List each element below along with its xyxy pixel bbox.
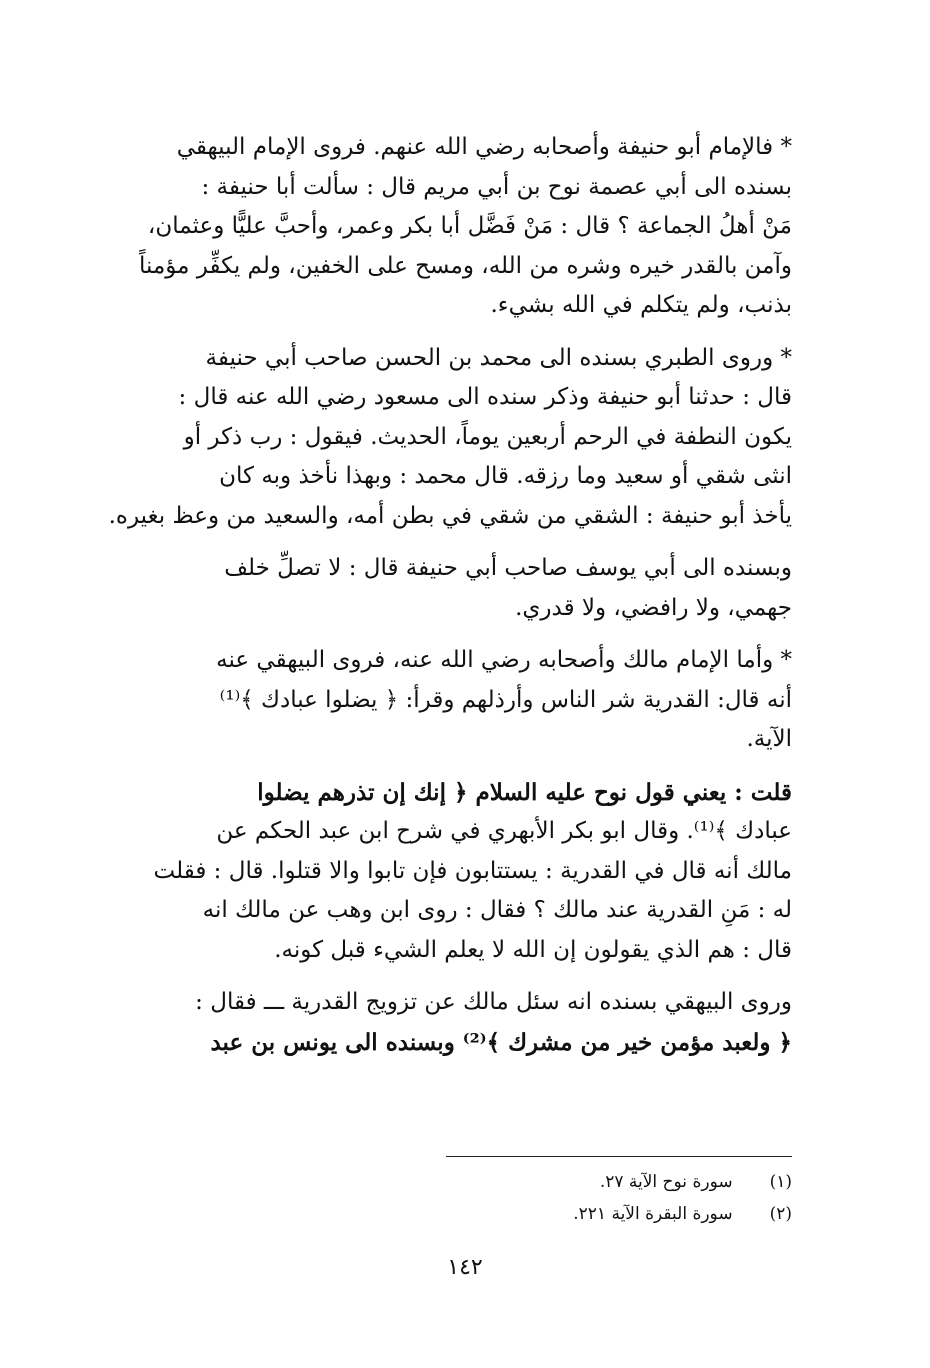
text-line: وبسنده الى أبي يوسف صاحب أبي حنيفة قال : لا تصلِّ خلف	[224, 555, 792, 581]
text-line: ﴿ ولعبد مؤمن خير من مشرك ﴾⁽²⁾ وبسنده الى يونس بن عبد	[210, 1028, 792, 1056]
footnote-divider	[446, 1156, 792, 1157]
text-line: عبادك ﴾⁽¹⁾. وقال ابو بكر الأبهري في شرح ابن عبد الحكم عن	[216, 818, 792, 844]
footnote-2	[446, 1198, 792, 1230]
footnote-number: (٢)	[769, 1204, 792, 1224]
footnote-1	[446, 1166, 792, 1198]
footnote-number: (١)	[769, 1172, 792, 1192]
text-line: أنه قال: القدرية شر الناس وأرذلهم وقرأ: ﴿ يضلوا عبادك ﴾⁽¹⁾	[219, 686, 792, 713]
text-line: قال : حدثنا أبو حنيفة وذكر سنده الى مسعود رضي الله عنه قال :	[178, 384, 792, 410]
text-line: * فالإمام أبو حنيفة وأصحابه رضي الله عنهم. فروى الإمام البيهقي	[176, 134, 792, 160]
text-line: * وروى الطبري بسنده الى محمد بن الحسن صاحب أبي حنيفة	[205, 344, 792, 371]
paragraph-tabari	[92, 339, 792, 537]
text-line: وآمن بالقدر خيره وشره من الله، ومسح على الخفين، ولم يكفِّر مؤمناً	[139, 252, 792, 279]
page-number: ١٤٢	[447, 1255, 483, 1280]
text-line: * وأما الإمام مالك وأصحابه رضي الله عنه، فروى البيهقي عنه	[216, 647, 792, 673]
footnote-text: سورة البقرة الآية ٢٢١.	[573, 1204, 733, 1224]
text-line: قال : هم الذي يقولون إن الله لا يعلم الشيء قبل كونه.	[274, 936, 792, 963]
text-line: الآية.	[746, 726, 792, 752]
paragraph-abu-yusuf	[92, 549, 792, 628]
paragraph-malik	[92, 641, 792, 760]
footnotes	[446, 1166, 792, 1230]
paragraph-qultu	[92, 773, 792, 971]
text-line: يكون النطفة في الرحم أربعين يوماً، الحديث. فيقول : رب ذكر أو	[183, 423, 792, 450]
footnote-text: سورة نوح الآية ٢٧.	[599, 1172, 733, 1192]
paragraph-bayhaqi-marriage	[92, 983, 792, 1062]
text-line: يأخذ أبو حنيفة : الشقي من شقي في بطن أمه، والسعيد من وعظ بغيره.	[108, 502, 792, 529]
text-line: مَنْ أهلُ الجماعة ؟ قال : مَنْ فَضَّل أبا بكر وعمر، وأحبَّ عليًّا وعثمان،	[147, 213, 792, 239]
text-line: انثى شقي أو سعيد وما رزقه. قال محمد : وبهذا نأخذ وبه كان	[219, 463, 792, 489]
main-text	[92, 128, 792, 1075]
text-line: قلت : يعني قول نوح عليه السلام ﴿ إنك إن تذرهم يضلوا	[257, 778, 792, 806]
text-line: له : مَنِ القدرية عند مالك ؟ فقال : روى ابن وهب عن مالك انه	[202, 897, 792, 923]
text-line: جهمي، ولا رافضي، ولا قدري.	[515, 594, 792, 621]
paragraph-abu-hanifa	[92, 128, 792, 326]
text-line: بذنب، ولم يتكلم في الله بشيء.	[490, 292, 792, 318]
text-line: مالك أنه قال في القدرية : يستتابون فإن تابوا والا قتلوا. قال : فقلت	[153, 857, 792, 884]
text-line: بسنده الى أبي عصمة نوح بن أبي مريم قال : سألت أبا حنيفة :	[201, 173, 792, 200]
text-line: وروى البيهقي بسنده انه سئل مالك عن تزويج القدرية ـــ فقال :	[195, 989, 792, 1015]
